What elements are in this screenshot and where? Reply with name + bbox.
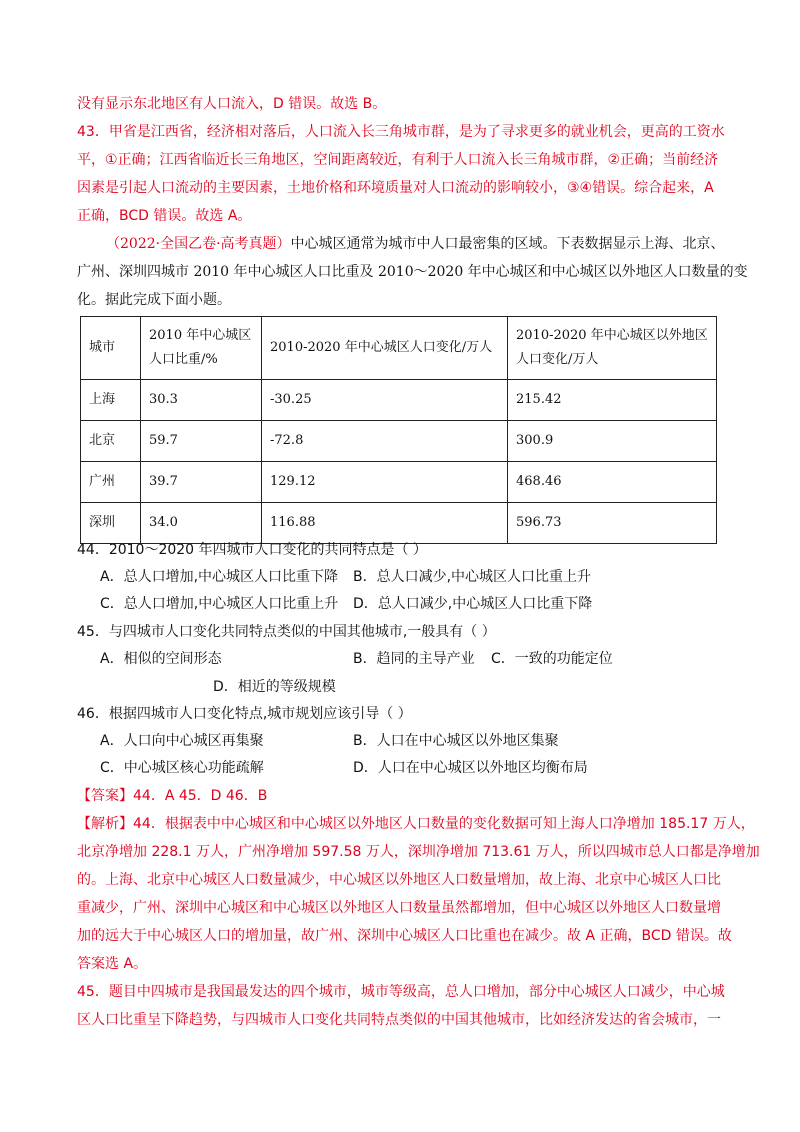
cell-center-change: -30.25 xyxy=(262,380,508,421)
intro-text-1: 中心城区通常为城市中人口最密集的区域。下表数据显示上海、北京、 xyxy=(290,236,725,252)
table-row xyxy=(81,503,717,544)
population-table xyxy=(80,316,717,544)
table-row xyxy=(81,462,717,503)
q43-analysis-line-4: 正确，BCD 错误。故选 A。 xyxy=(77,208,252,224)
q44-option-d: D．总人口减少,中心城区人口比重下降 xyxy=(353,596,593,612)
header-center-change: 2010-2020 年中心城区人口变化/万人 xyxy=(262,317,508,380)
analysis-line-3: 的。上海、北京中心城区人口数量减少，中心城区以外地区人口数量增加，故上海、北京中心城区人口比 xyxy=(77,872,721,888)
intro-line-1 xyxy=(106,234,725,254)
cell-city: 北京 xyxy=(81,421,141,462)
q44-option-a: A．总人口增加,中心城区人口比重下降 xyxy=(100,569,339,585)
cell-share: 39.7 xyxy=(141,462,262,503)
header-city: 城市 xyxy=(81,317,141,380)
cell-center-change: 129.12 xyxy=(262,462,508,503)
analysis-line-5: 加的远大于中心城区人口的增加量，故广州、深圳中心城区人口比重也在减少。故 A 正确，BCD 错误。故 xyxy=(77,928,732,944)
cell-center-change: 116.88 xyxy=(262,503,508,544)
cell-share: 34.0 xyxy=(141,503,262,544)
table-header-row xyxy=(81,317,717,380)
q46-option-b: B．人口在中心城区以外地区集聚 xyxy=(353,733,559,749)
analysis-line-6: 答案选 A。 xyxy=(77,956,148,972)
analysis-line-4: 重减少，广州、深圳中心城区和中心城区以外地区人口数量虽然都增加，但中心城区以外地区人口数量增 xyxy=(77,900,721,916)
cell-share: 30.3 xyxy=(141,380,262,421)
answer-line: 【答案】44．A 45．D 46．B xyxy=(77,788,268,804)
cell-share: 59.7 xyxy=(141,421,262,462)
exam-source: （2022·全国乙卷·高考真题） xyxy=(106,236,291,252)
table-row xyxy=(81,421,717,462)
q44-option-c: C．总人口增加,中心城区人口比重上升 xyxy=(100,596,339,612)
q45-option-c: C．一致的功能定位 xyxy=(491,651,613,667)
q43-analysis-line-2: 平，①正确；江西省临近长三角地区，空间距离较近，有利于人口流入长三角城市群，②正确；当前经济 xyxy=(77,152,719,168)
cell-city: 上海 xyxy=(81,380,141,421)
intro-line-2: 广州、深圳四城市 2010 年中心城区人口比重及 2010～2020 年中心城区和中心城区以外地区人口数量的变 xyxy=(77,264,748,280)
analysis-top-line: 没有显示东北地区有人口流入，D 错误。故选 B。 xyxy=(77,96,387,112)
header-share-2010: 2010 年中心城区 人口比重/% xyxy=(141,317,262,380)
q43-analysis-line-3: 因素是引起人口流动的主要因素，土地价格和环境质量对人口流动的影响较小，③④错误。综合起来，A xyxy=(77,180,714,196)
cell-city: 深圳 xyxy=(81,503,141,544)
analysis-line-8: 区人口比重呈下降趋势，与四城市人口变化共同特点类似的中国其他城市，比如经济发达的省会城市，一 xyxy=(77,1012,721,1028)
q45-option-d: D．相近的等级规模 xyxy=(213,679,336,695)
intro-line-3: 化。据此完成下面小题。 xyxy=(77,292,231,308)
cell-outer-change: 215.42 xyxy=(508,380,717,421)
cell-city: 广州 xyxy=(81,462,141,503)
q45-option-a: A．相似的空间形态 xyxy=(100,651,222,667)
q45-option-b: B．趋同的主导产业 xyxy=(353,651,475,667)
header-outer-change: 2010-2020 年中心城区以外地区 人口变化/万人 xyxy=(508,317,717,380)
q46-option-d: D．人口在中心城区以外地区均衡布局 xyxy=(353,760,588,776)
cell-center-change: -72.8 xyxy=(262,421,508,462)
q46-option-c: C．中心城区核心功能疏解 xyxy=(100,760,264,776)
q46-stem: 46．根据四城市人口变化特点,城市规划应该引导（ ） xyxy=(77,706,412,722)
q43-analysis-line-1: 43．甲省是江西省，经济相对落后，人口流入长三角城市群，是为了寻求更多的就业机会，更高的工资水 xyxy=(77,124,725,140)
cell-outer-change: 468.46 xyxy=(508,462,717,503)
q45-stem: 45．与四城市人口变化共同特点类似的中国其他城市,一般具有（ ） xyxy=(77,624,496,640)
q44-stem: 44．2010～2020 年四城市人口变化的共同特点是（ ） xyxy=(77,542,427,558)
cell-outer-change: 596.73 xyxy=(508,503,717,544)
q44-option-b: B．总人口减少,中心城区人口比重上升 xyxy=(353,569,592,585)
analysis-line-2: 北京净增加 228.1 万人，广州净增加 597.58 万人，深圳净增加 713.61 万人，所以四城市总人口都是净增加 xyxy=(77,844,760,860)
analysis-line-1: 【解析】44．根据表中中心城区和中心城区以外地区人口数量的变化数据可知上海人口净增加 185.17 万人， xyxy=(77,816,755,832)
q46-option-a: A．人口向中心城区再集聚 xyxy=(100,733,264,749)
table-row xyxy=(81,380,717,421)
cell-outer-change: 300.9 xyxy=(508,421,717,462)
analysis-line-7: 45．题目中四城市是我国最发达的四个城市，城市等级高，总人口增加，部分中心城区人口减少，中心城 xyxy=(77,984,725,1000)
